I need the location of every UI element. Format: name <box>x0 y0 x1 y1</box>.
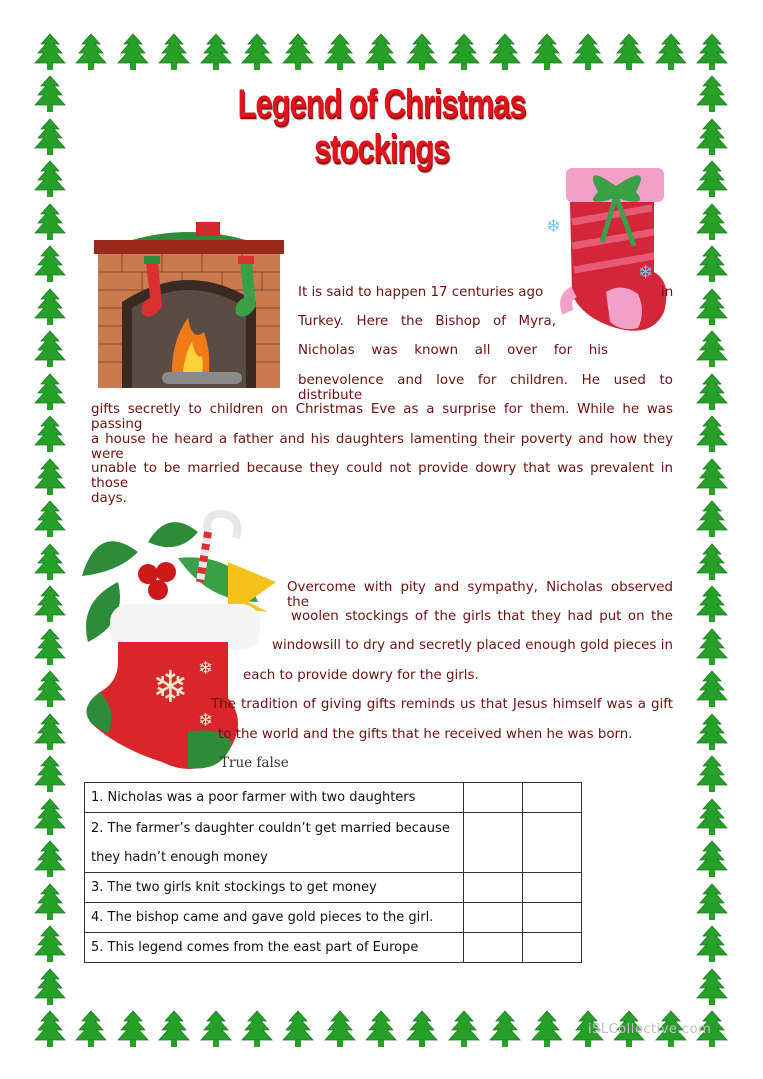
christmas-tree-icon <box>405 33 439 71</box>
christmas-tree-icon <box>695 203 729 241</box>
christmas-tree-icon <box>33 160 67 198</box>
christmas-tree-icon <box>116 33 150 71</box>
true-answer-cell[interactable] <box>464 783 523 813</box>
svg-text:❄: ❄ <box>198 710 214 731</box>
false-answer-cell[interactable] <box>523 873 582 903</box>
christmas-tree-icon <box>695 968 729 1006</box>
christmas-tree-icon <box>33 1010 67 1048</box>
christmas-tree-icon <box>695 798 729 836</box>
christmas-tree-icon <box>157 33 191 71</box>
christmas-tree-icon <box>530 33 564 71</box>
question-cell: 4. The bishop came and gave gold pieces to the girl. <box>85 903 464 933</box>
christmas-tree-icon <box>281 33 315 71</box>
christmas-tree-icon <box>447 33 481 71</box>
christmas-tree-icon <box>33 330 67 368</box>
stocking-icon <box>542 162 678 342</box>
christmas-tree-icon <box>364 1010 398 1048</box>
christmas-tree-icon <box>405 1010 439 1048</box>
christmas-tree-icon <box>281 1010 315 1048</box>
christmas-tree-icon <box>33 628 67 666</box>
story-line: each to provide dowry for the girls. <box>243 668 479 683</box>
story-line: benevolence and love for children. He used to distribute <box>298 373 673 403</box>
christmas-tree-icon <box>33 500 67 538</box>
christmas-tree-icon <box>33 75 67 113</box>
question-cell: 5. This legend comes from the east part of Europe <box>85 933 464 963</box>
christmas-tree-icon <box>695 500 729 538</box>
christmas-tree-icon <box>33 245 67 283</box>
svg-text:❄: ❄ <box>198 658 214 679</box>
christmas-tree-icon <box>33 968 67 1006</box>
true-false-header: True false <box>220 755 289 771</box>
christmas-tree-icon <box>695 883 729 921</box>
christmas-tree-icon <box>695 713 729 751</box>
christmas-tree-icon <box>33 670 67 708</box>
christmas-tree-icon <box>323 1010 357 1048</box>
christmas-tree-icon <box>695 330 729 368</box>
christmas-tree-icon <box>654 33 688 71</box>
svg-text:❄: ❄ <box>152 662 189 713</box>
christmas-tree-icon <box>74 1010 108 1048</box>
christmas-tree-icon <box>33 373 67 411</box>
question-cell: 3. The two girls knit stockings to get money <box>85 873 464 903</box>
christmas-tree-icon <box>33 585 67 623</box>
christmas-tree-icon <box>364 33 398 71</box>
christmas-tree-icon <box>33 415 67 453</box>
christmas-tree-icon <box>695 373 729 411</box>
christmas-tree-icon <box>33 798 67 836</box>
story-line: Turkey. Here the Bishop of Myra, <box>298 314 556 329</box>
christmas-tree-icon <box>157 1010 191 1048</box>
christmas-tree-icon <box>33 118 67 156</box>
christmas-tree-icon <box>323 33 357 71</box>
christmas-tree-icon <box>695 33 729 71</box>
christmas-tree-icon <box>695 755 729 793</box>
story-line: The tradition of giving gifts reminds us that Jesus himself was a gift <box>211 697 673 712</box>
story-line: It is said to happen 17 centuries ago <box>298 285 544 300</box>
question-cell: 1. Nicholas was a poor farmer with two daughters <box>85 783 464 813</box>
christmas-tree-icon <box>488 1010 522 1048</box>
christmas-tree-icon <box>695 288 729 326</box>
story-line: woolen stockings of the girls that they had put on the <box>291 609 673 624</box>
story-line: in <box>661 285 674 300</box>
true-answer-cell[interactable] <box>464 813 523 873</box>
christmas-tree-icon <box>695 160 729 198</box>
table-row <box>85 903 582 933</box>
true-answer-cell[interactable] <box>464 873 523 903</box>
christmas-tree-icon <box>33 713 67 751</box>
christmas-tree-icon <box>33 840 67 878</box>
table-row <box>85 813 582 873</box>
table-row <box>85 873 582 903</box>
christmas-tree-icon <box>695 925 729 963</box>
christmas-tree-icon <box>116 1010 150 1048</box>
christmas-tree-icon <box>199 33 233 71</box>
christmas-tree-icon <box>695 543 729 581</box>
christmas-tree-icon <box>33 458 67 496</box>
story-line: days. <box>91 491 127 506</box>
svg-text:❄: ❄ <box>638 262 654 283</box>
christmas-tree-icon <box>33 288 67 326</box>
story-line: Nicholas was known all over for his <box>298 343 608 358</box>
christmas-tree-icon <box>33 203 67 241</box>
christmas-tree-icon <box>33 925 67 963</box>
page-title: Legend of Christmas stockings <box>237 82 526 171</box>
christmas-tree-icon <box>695 458 729 496</box>
christmas-tree-icon <box>530 1010 564 1048</box>
fireplace-icon <box>92 222 286 390</box>
false-answer-cell[interactable] <box>523 903 582 933</box>
false-answer-cell[interactable] <box>523 933 582 963</box>
christmas-tree-icon <box>33 543 67 581</box>
christmas-tree-icon <box>571 33 605 71</box>
story-line: to the world and the gifts that he received when he was born. <box>218 727 633 742</box>
christmas-tree-icon <box>199 1010 233 1048</box>
table-row <box>85 783 582 813</box>
christmas-tree-icon <box>695 415 729 453</box>
christmas-tree-icon <box>695 118 729 156</box>
christmas-tree-icon <box>612 33 646 71</box>
story-line: unable to be married because they could not provide dowry that was prevalent in those <box>91 461 673 491</box>
christmas-tree-icon <box>695 840 729 878</box>
christmas-tree-icon <box>695 670 729 708</box>
true-false-table <box>84 782 582 963</box>
christmas-tree-icon <box>33 33 67 71</box>
table-row <box>85 933 582 963</box>
christmas-tree-icon <box>74 33 108 71</box>
false-answer-cell[interactable] <box>523 813 582 873</box>
story-line: a house he heard a father and his daughters lamenting their poverty and how they were <box>91 432 673 462</box>
christmas-tree-icon <box>33 755 67 793</box>
christmas-tree-icon <box>695 75 729 113</box>
true-answer-cell[interactable] <box>464 933 523 963</box>
false-answer-cell[interactable] <box>523 783 582 813</box>
question-cell: 2. The farmer’s daughter couldn’t get married because they hadn’t enough money <box>85 813 464 873</box>
christmas-tree-icon <box>695 245 729 283</box>
christmas-tree-icon <box>240 33 274 71</box>
true-answer-cell[interactable] <box>464 903 523 933</box>
christmas-tree-icon <box>488 33 522 71</box>
christmas-tree-icon <box>447 1010 481 1048</box>
story-line: windowsill to dry and secretly placed enough gold pieces in <box>272 638 673 653</box>
story-line: gifts secretly to children on Christmas Eve as a surprise for them. While he was passing <box>91 402 673 432</box>
christmas-tree-icon <box>240 1010 274 1048</box>
christmas-tree-icon <box>695 585 729 623</box>
svg-text:❄: ❄ <box>546 216 562 237</box>
christmas-tree-icon <box>33 883 67 921</box>
story-line: Overcome with pity and sympathy, Nicholas observed the <box>287 580 673 610</box>
christmas-tree-icon <box>695 628 729 666</box>
watermark: iSLCollective.com <box>588 1022 712 1037</box>
